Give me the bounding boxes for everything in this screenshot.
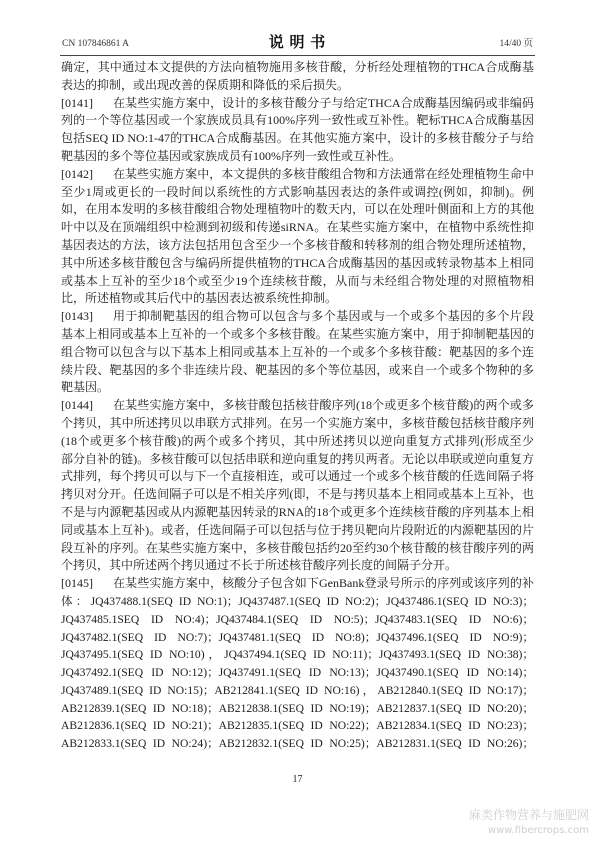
paragraph-number: [0142] <box>61 166 93 181</box>
line-text: 拷贝对分开。任选间隔子可以是不相关序列(即，不是与拷贝基本上相同或基本上互补，也 <box>61 487 534 502</box>
patent-number: CN 107846861 A <box>62 39 130 49</box>
line-text: 至少1周或更长的一段时间以系统性的方式影响基因表达的条件或调控(例如，抑制)。例 <box>61 184 534 199</box>
text-line <box>61 255 534 273</box>
line-text: 比，所述植物或其后代中的基因表达被系统性抑制。 <box>61 291 338 306</box>
text-line <box>61 362 534 380</box>
paragraph-0145 <box>61 575 534 753</box>
line-text: 式排列，每个拷贝可以与下一个直接相连，或可以通过一个或多个核苷酸的任选间隔子将 <box>61 469 534 484</box>
sequence-line <box>61 646 534 664</box>
line-text: 组合物可以包含与以下基本上相同或基本上互补的一个或多个多核苷酸：靶基因的多个连 <box>61 344 534 359</box>
text-line <box>61 557 534 575</box>
line-text: 包括SEQ ID NO:1-47的THCA合成酶基因。在其他实施方案中，设计的多核苷酸分子与给 <box>61 131 534 146</box>
text-line <box>61 522 534 540</box>
paragraph-number: [0143] <box>61 309 93 324</box>
watermark-url: www.fibercrops.com <box>487 825 589 836</box>
paragraph-0141 <box>61 95 534 166</box>
line-text: AB212833.1(SEQ ID NO:24)；AB212832.1(SEQ ID NO:25)；AB212831.1(SEQ ID NO:26)； <box>61 737 534 751</box>
paragraph-continued <box>61 59 534 95</box>
line-text: 叶中以及在顶端组织中检测到初级和传递siRNA。在某些实施方案中，在植物中系统性抑 <box>61 220 534 235</box>
text-line <box>61 219 534 237</box>
line-text: 用于抑制靶基因的组合物可以包含与多个基因或与一个或多个基因的多个片段 <box>113 309 534 324</box>
sequence-line <box>61 611 534 629</box>
line-text: 在某些实施方案中，多核苷酸包括核苷酸序列(18个或更多个核苷酸)的两个或多 <box>113 398 534 413</box>
line-text: JQ437492.1(SEQ ID NO:12)；JQ437491.1(SEQ ID NO:13)；JQ437490.1(SEQ ID NO:14)； <box>61 666 534 680</box>
text-line <box>61 273 534 291</box>
line-text: JQ437485.1SEQ ID NO:4)；JQ437484.1(SEQ ID NO:5)；JQ437483.1(SEQ ID NO:6)； <box>61 612 534 626</box>
line-text: 在某些实施方案中，本文提供的多核苷酸组合物和方法通常在经处理植物生命中 <box>113 166 534 181</box>
line-text: 表达的抑制，或出现改善的保质期和降低的采后损失。 <box>61 77 350 92</box>
text-line <box>61 486 534 504</box>
line-text: 在某些实施方案中，设计的多核苷酸分子与给定THCA合成酶基因编码或非编码 <box>113 95 534 110</box>
text-line <box>61 201 534 219</box>
sequence-line <box>61 735 534 753</box>
text-line <box>61 468 534 486</box>
text-line <box>61 112 534 130</box>
text-line <box>61 166 534 184</box>
text-line <box>61 540 534 558</box>
line-text: 不是与内源靶基因或从内源靶基因转录的RNA的18个或更多个连续核苷酸的序列基本上相 <box>61 504 534 519</box>
text-line <box>61 344 534 362</box>
line-text: 靶基因。 <box>61 380 110 395</box>
text-line <box>61 415 534 433</box>
text-line <box>61 237 534 255</box>
line-text: AB212839.1(SEQ ID NO:18)；AB212838.1(SEQ ID NO:19)；AB212837.1(SEQ ID NO:20)； <box>61 701 534 715</box>
text-line <box>61 397 534 415</box>
sequence-line <box>61 593 534 611</box>
line-text: 确定，其中通过本文提供的方法向植物施用多核苷酸，分析经处理植物的THCA合成酶基 <box>61 60 534 74</box>
section-title: 说 明 书 <box>268 35 327 51</box>
text-line <box>61 451 534 469</box>
line-text: 部分自补的链)。多核苷酸可以包括串联和逆向重复的拷贝两者。无论以串联或逆向重复方 <box>61 451 534 466</box>
line-text: 续片段、靶基因的多个非连续片段、靶基因的多个等位基因，或来自一个或多个物种的多 <box>61 362 534 377</box>
text-line <box>61 59 534 77</box>
text-line <box>61 379 534 397</box>
sequence-line <box>61 664 534 682</box>
paragraph-0144 <box>61 397 534 575</box>
page-number: 17 <box>292 774 303 785</box>
line-text: JQ437482.1(SEQ ID NO:7)；JQ437481.1(SEQ ID NO:8)；JQ437496.1(SEQ ID NO:9)； <box>61 630 534 644</box>
text-line <box>61 308 534 326</box>
text-line <box>61 433 534 451</box>
paragraph-0143 <box>61 308 534 397</box>
text-line <box>61 575 534 593</box>
paragraph-number: [0145] <box>61 576 93 591</box>
sequence-line <box>61 700 534 718</box>
watermark-site-name: 麻类作物营养与施肥网 <box>468 808 589 822</box>
text-line <box>61 326 534 344</box>
text-line <box>61 290 534 308</box>
text-line <box>61 130 534 148</box>
sequence-line <box>61 682 534 700</box>
text-line <box>61 504 534 522</box>
line-text: 或基本上互补的至少18个或至少19个连续核苷酸，从而与未经组合物处理的对照植物相 <box>61 273 534 288</box>
line-text: 基本上相同或基本上互补的一个或多个多核苷酸。在某些实施方案中，用于抑制靶基因的 <box>61 326 534 341</box>
header-divider <box>60 55 535 56</box>
sequence-line <box>61 629 534 647</box>
line-text: AB212836.1(SEQ ID NO:21)；AB212835.1(SEQ ID NO:22)；AB212834.1(SEQ ID NO:23)； <box>61 719 534 733</box>
line-text: 基因表达的方法，该方法包括用包含至少一个多核苷酸和转移剂的组合物处理所述植物， <box>61 237 534 252</box>
paragraph-0142 <box>61 166 534 308</box>
line-text: JQ437489.1(SEQ ID NO:15)；AB212841.1(SEQ ID NO:16)，AB212840.1(SEQ ID NO:17)； <box>61 683 534 697</box>
line-text: 其中所述多核苷酸包含与编码所提供植物的THCA合成酶基因的基因或转录物基本上相同 <box>61 255 534 270</box>
line-text: JQ437495.1(SEQ ID NO:10)，JQ437494.1(SEQ ID NO:11)；JQ437493.1(SEQ ID NO:38)； <box>61 648 534 662</box>
line-text: 个拷贝，其中所述两个拷贝通过不长于所述核苷酸序列长度的间隔子分开。 <box>61 558 458 573</box>
line-text: 如，在用本发明的多核苷酸组合物处理植物叶的数天内，可以在处理叶侧面和上方的其他 <box>61 202 534 217</box>
text-line <box>61 148 534 166</box>
paragraph-number: [0141] <box>61 95 93 110</box>
line-text: 列的一个等位基因或一个家族成员具有100%序列一致性或互补性。靶标THCA合成酶基因 <box>61 113 534 128</box>
line-text: 靶基因的多个等位基因或家族成员有100%序列一致性或互补性。 <box>61 148 401 163</box>
line-text: (18个或更多个核苷酸)的两个或多个拷贝，其中所述拷贝以逆向重复方式排列(形成至少 <box>61 433 534 448</box>
line-text: 同或基本上互补)。或者，任选间隔子可以包括与位于拷贝靶向片段附近的内源靶基因的片 <box>61 522 534 537</box>
text-line <box>61 184 534 202</box>
page-counter: 14/40 页 <box>499 39 533 49</box>
text-line <box>61 95 534 113</box>
line-text: 个拷贝，其中所述拷贝以串联方式排列。在另一个实施方案中，多核苷酸包括核苷酸序列 <box>61 415 534 430</box>
line-text: 在某些实施方案中，核酸分子包含如下GenBank登录号所示的序列或该序列的补 <box>113 576 534 591</box>
text-line <box>61 77 534 95</box>
line-text: 体：JQ437488.1(SEQ ID NO:1)；JQ437487.1(SEQ ID NO:2)；JQ437486.1(SEQ ID NO:3)； <box>61 594 534 608</box>
document-body <box>61 59 534 753</box>
sequence-line <box>61 717 534 735</box>
paragraph-number: [0144] <box>61 398 93 413</box>
line-text: 段互补的序列。在某些实施方案中，多核苷酸包括约20至约30个核苷酸的核苷酸序列的两 <box>61 540 534 555</box>
